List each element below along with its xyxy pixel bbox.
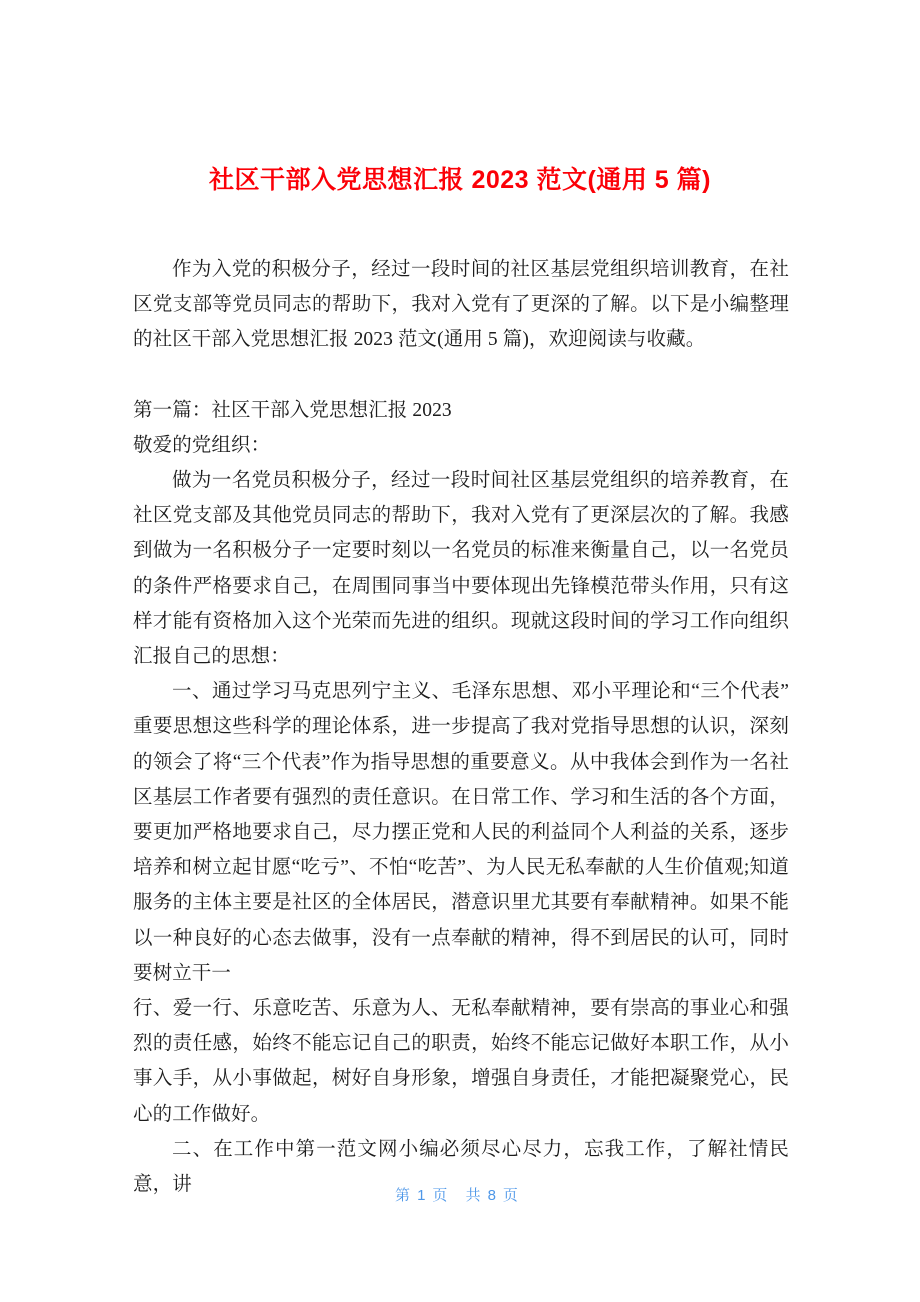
footer-total-pages: 8 xyxy=(487,1187,503,1204)
body-paragraph-1: 做为一名党员积极分子，经过一段时间社区基层党组织的培养教育，在社区党支部及其他党员同志的帮助下，我对入党有了更深层次的了解。我感到做为一名积极分子一定要时刻以一名党员的标准来衡量自己，以一名党员的条件严格要求自己，在周围同事当中要体现出先锋模范带头作用，只有这样才能有资格加入这个光荣而先进的组织。现就这段时间的学习工作向组织汇报自己的思想： xyxy=(133,470,789,668)
body-paragraph-2: 一、通过学习马克思列宁主义、毛泽东思想、邓小平理论和“三个代表”重要思想这些科学的理论体系，进一步提高了我对党指导思想的认识，深刻的领会了将“三个代表”作为指导思想的重要意义。从中我体会到作为一名社区基层工作者要有强烈的责任意识。在日常工作、学习和生活的各个方面，要更加严格地要求自己，尽力摆正党和人民的利益同个人利益的关系，逐步培养和树立起甘愿“吃亏”、不怕“吃苦”、为人民无私奉献的人生价值观;知道服务的主体主要是社区的全体居民，潜意识里尤其要有奉献精神。如果不能以一种良好的心态去做事，没有一点奉献的精神，得不到居民的认可，同时要树立干一 xyxy=(133,681,789,984)
footer-middle: 页 共 xyxy=(432,1187,488,1204)
document-body xyxy=(133,252,789,1202)
intro-paragraph: 作为入党的积极分子，经过一段时间的社区基层党组织培训教育，在社区党支部等党员同志的帮助下，我对入党有了更深的了解。以下是小编整理的社区干部入党思想汇报 2023 范文(通用 5 篇)，欢迎阅读与收藏。 xyxy=(133,259,789,351)
page-title: 社区干部入党思想汇报 2023 范文(通用 5 篇) xyxy=(209,165,711,194)
footer-suffix: 页 xyxy=(502,1187,525,1204)
footer-current-page: 1 xyxy=(417,1187,433,1204)
body-paragraph-3: 二、在工作中第一范文网小编必须尽心尽力，忘我工作，了解社情民意，讲 xyxy=(133,1138,789,1196)
spacer xyxy=(133,358,789,393)
page-footer xyxy=(0,1185,920,1207)
footer-prefix: 第 xyxy=(395,1187,418,1204)
section-heading: 第一篇：社区干部入党思想汇报 2023 xyxy=(133,399,452,421)
body-paragraph-2-continued: 行、爱一行、乐意吃苦、乐意为人、无私奉献精神，要有崇高的事业心和强烈的责任感，始终不能忘记自己的职责，始终不能忘记做好本职工作，从小事入手，从小事做起，树好自身形象，增强自身责任，才能把凝聚党心，民心的工作做好。 xyxy=(133,998,789,1125)
salutation: 敬爱的党组织： xyxy=(133,434,271,456)
